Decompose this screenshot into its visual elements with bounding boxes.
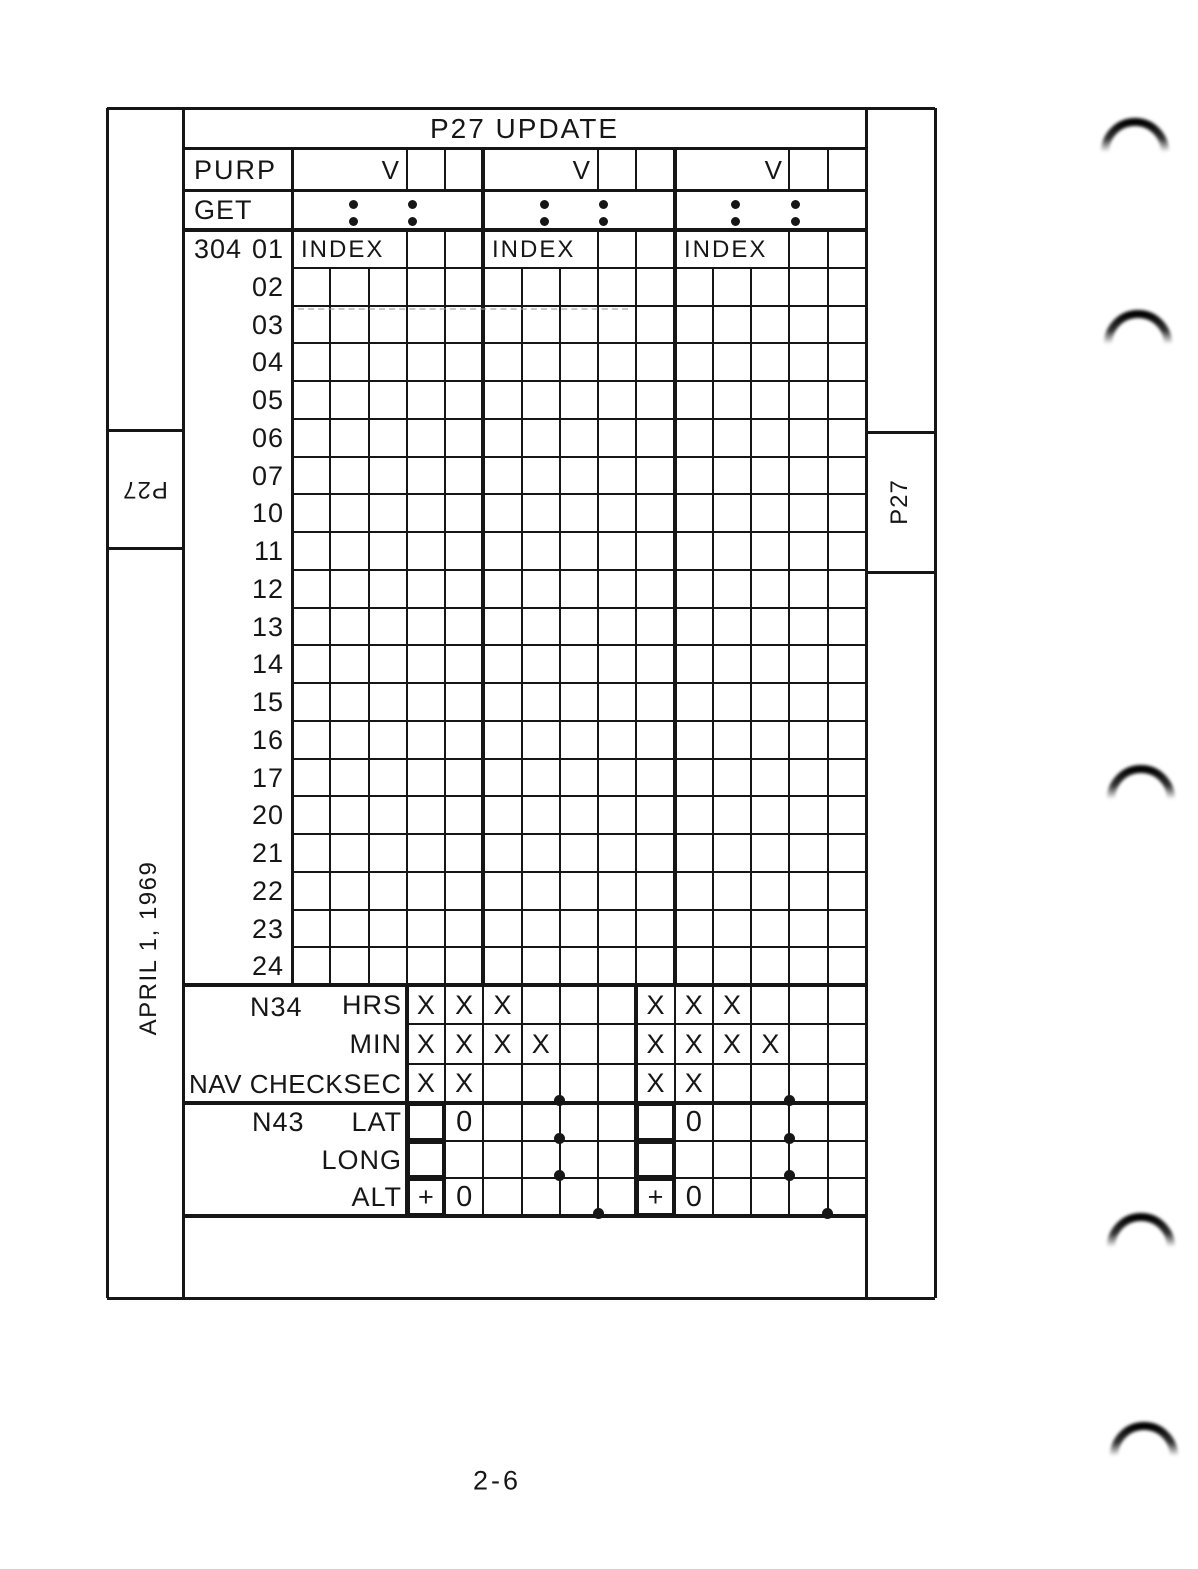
grid-line [934, 108, 937, 1298]
grid-line [597, 230, 599, 985]
index-header: INDEX [301, 236, 385, 263]
grid-line [712, 268, 714, 985]
grid-line [292, 758, 866, 760]
grid-line [481, 148, 485, 985]
grid-line [106, 108, 109, 1298]
decimal-point [408, 200, 417, 209]
grid-line [292, 720, 866, 722]
x-mark: X [416, 1029, 435, 1059]
grid-line [292, 607, 866, 609]
grid-line [597, 985, 599, 1216]
row-number: 22 [251, 875, 284, 906]
x-mark: X [455, 989, 474, 1020]
noun-34-label: N34 [250, 992, 303, 1022]
decimal-point [784, 1133, 795, 1144]
row-number: 23 [251, 913, 284, 944]
check-mark-v: V [764, 155, 782, 185]
x-mark: X [416, 1068, 435, 1099]
row-number: 17 [251, 762, 284, 793]
row-number: 16 [251, 724, 284, 755]
page-number: 2-6 [472, 1465, 522, 1496]
x-mark: X [684, 989, 703, 1020]
row-number: 02 [251, 271, 284, 302]
grid-line [329, 268, 331, 985]
row-number: 01 [251, 234, 284, 264]
row-number: 10 [251, 498, 284, 529]
grid-line [635, 148, 637, 190]
altitude-label: ALT [351, 1182, 402, 1212]
x-mark: X [723, 1029, 742, 1059]
grid-line [291, 148, 294, 985]
row-number: 11 [253, 536, 284, 566]
grid-line [866, 571, 935, 574]
paper-crease-artifact [298, 308, 628, 310]
hours-label: HRS [341, 990, 402, 1020]
latitude-label: LAT [351, 1107, 402, 1137]
decimal-point [349, 200, 358, 209]
row-number: 20 [251, 800, 284, 831]
decimal-point [599, 200, 608, 209]
grid-line [521, 268, 523, 985]
decimal-point [791, 200, 800, 209]
grid-line [292, 418, 866, 420]
grid-line [292, 305, 866, 307]
zero-mark: 0 [685, 1181, 702, 1214]
hole-punch-arc [1105, 122, 1174, 1456]
grid-line [827, 148, 829, 190]
grid-line [107, 1297, 935, 1300]
nav-check-label: NAV CHECK [189, 1069, 344, 1099]
check-mark-v: V [572, 155, 590, 185]
grid-line [292, 569, 866, 571]
grid-line [597, 148, 599, 190]
grid-line [292, 909, 866, 911]
decimal-point [731, 217, 740, 226]
grid-line [559, 268, 561, 985]
row-number: 14 [251, 649, 284, 680]
decimal-point [540, 217, 549, 226]
left-side-tab-p27: P27 [122, 476, 168, 503]
grid-line [750, 268, 752, 985]
decimal-point [554, 1133, 565, 1144]
x-mark: X [684, 1029, 703, 1059]
decimal-point [593, 1208, 604, 1219]
row-number: 12 [251, 573, 284, 604]
decimal-point [791, 217, 800, 226]
x-mark: X [684, 1068, 703, 1099]
grid-line [406, 230, 408, 985]
grid-line [635, 230, 637, 985]
grid-line [406, 148, 408, 190]
grid-line [788, 230, 790, 985]
sign-box [636, 1141, 674, 1179]
grid-line [292, 493, 866, 495]
x-mark: X [761, 1029, 780, 1059]
grid-line [866, 431, 935, 434]
decimal-point [554, 1170, 565, 1181]
grid-line [292, 456, 866, 458]
row-number: 13 [251, 611, 284, 642]
grid-line [673, 148, 677, 985]
grid-line [827, 230, 829, 985]
noun-43-label: N43 [252, 1107, 305, 1137]
grid-line [368, 268, 370, 985]
zero-mark: 0 [456, 1181, 473, 1214]
x-mark: X [723, 989, 742, 1020]
minutes-label: MIN [349, 1029, 402, 1059]
x-mark: X [646, 989, 665, 1020]
index-header: INDEX [684, 236, 768, 263]
row-number: 06 [251, 422, 284, 453]
row-number: 05 [251, 385, 284, 415]
grid-line [292, 682, 866, 684]
zero-mark: 0 [456, 1105, 473, 1138]
grid-line [865, 108, 868, 1298]
grid-line [444, 230, 446, 985]
decimal-point [349, 217, 358, 226]
grid-line [292, 946, 866, 948]
x-mark: X [531, 1029, 550, 1059]
grid-line [827, 985, 829, 1216]
row-number: 03 [251, 309, 284, 340]
x-mark: X [455, 1068, 474, 1099]
row-number: 21 [251, 838, 284, 868]
row-number: 24 [251, 951, 284, 982]
row-number: 07 [251, 460, 284, 491]
grid-line [292, 342, 866, 344]
revision-date: APRIL 1, 1969 [135, 860, 162, 1036]
grid-line [444, 148, 446, 190]
index-header: INDEX [492, 236, 576, 263]
check-mark-v: V [381, 155, 399, 185]
get-row-label: GET [194, 195, 253, 225]
purpose-row-label: PURP [194, 155, 278, 185]
sign-box [407, 1141, 445, 1179]
row-number: 15 [251, 687, 284, 717]
grid-line [788, 148, 790, 190]
x-mark: X [416, 989, 435, 1020]
grid-line [107, 547, 183, 550]
verb-code: 304 [194, 234, 243, 264]
grid-line [292, 871, 866, 873]
decimal-point [599, 217, 608, 226]
plus-mark: + [647, 1182, 664, 1213]
decimal-point [540, 200, 549, 209]
row-number: 04 [251, 347, 284, 378]
decimal-point [784, 1170, 795, 1181]
grid-line [292, 833, 866, 835]
seconds-label: SEC [343, 1069, 402, 1099]
decimal-point [784, 1095, 795, 1106]
x-mark: X [646, 1029, 665, 1059]
right-side-tab-p27: P27 [886, 479, 913, 525]
grid-line [292, 380, 866, 382]
decimal-point [408, 217, 417, 226]
plus-mark: + [418, 1182, 434, 1213]
longitude-label: LONG [321, 1145, 402, 1175]
x-mark: X [493, 989, 512, 1020]
grid-line [292, 795, 866, 797]
grid-line [107, 429, 183, 432]
x-mark: X [455, 1029, 474, 1059]
x-mark: X [493, 1029, 512, 1059]
decimal-point [731, 200, 740, 209]
grid-line [292, 531, 866, 533]
form-title: P27 UPDATE [429, 113, 620, 144]
zero-mark: 0 [685, 1105, 702, 1138]
x-mark: X [646, 1068, 665, 1099]
grid-line [292, 644, 866, 646]
